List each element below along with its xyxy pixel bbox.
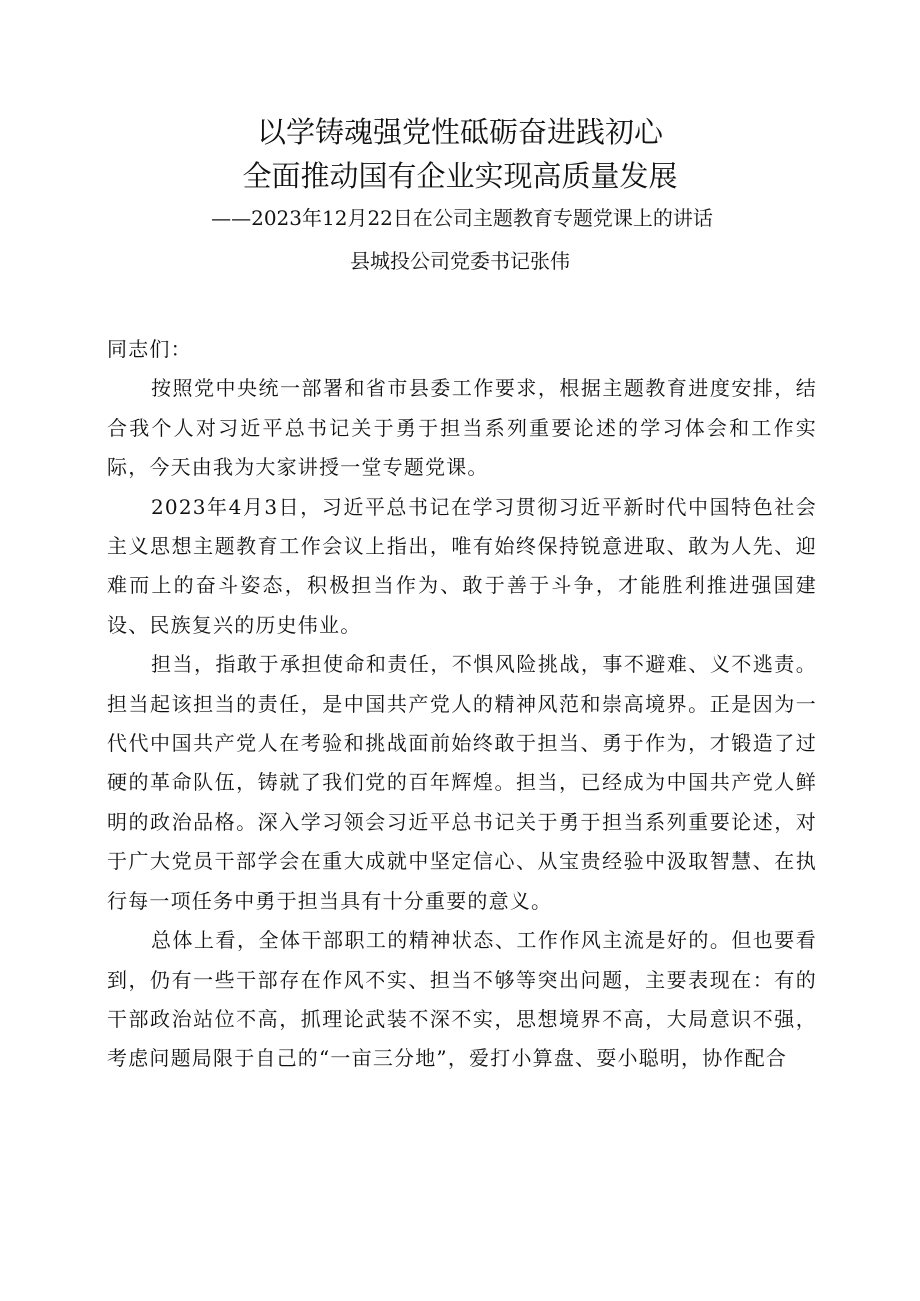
paragraph: 担当，指敢于承担使命和责任，不惧风险挑战，事不避难、义不逃责。担当起该担当的责任，是中国共产党人的精神风范和崇高境界。正是因为一代代中国共产党人在考验和挑战面前始终敢于担当、勇于作为，才锻造了过硬的革命队伍，铸就了我们党的百年辉煌。担当，已经成为中国共产党人鲜明的政治品格。深入学习领会习近平总书记关于勇于担当系列重要论述，对于广大党员干部学会在重大成就中坚定信心、从宝贵经验中汲取智慧、在执行每一项任务中勇于担当具有十分重要的意义。	[107, 652, 817, 913]
document-body	[107, 330, 817, 1079]
document-subtitle: ——2023年12月22日在公司主题教育专题党课上的讲话	[211, 206, 713, 230]
paragraph: 按照党中央统一部署和省市县委工作要求，根据主题教育进度安排，结合我个人对习近平总书记关于勇于担当系列重要论述的学习体会和工作实际，今天由我为大家讲授一堂专题党课。	[107, 376, 817, 480]
document-title-line-2: 全面推动国有企业实现高质量发展	[242, 159, 678, 193]
salutation: 同志们：	[107, 337, 192, 361]
paragraph: 2023年4月3日，习近平总书记在学习贯彻习近平新时代中国特色社会主义思想主题教育工作会议上指出，唯有始终保持锐意进取、敢为人先、迎难而上的奋斗姿态，积极担当作为、敢于善于斗争，才能胜利推进强国建设、民族复兴的历史伟业。	[107, 494, 817, 637]
document-author: 县城投公司党委书记张伟	[350, 249, 570, 273]
paragraph: 总体上看，全体干部职工的精神状态、工作作风主流是好的。但也要看到，仍有一些干部存在作风不实、担当不够等突出问题，主要表现在：有的干部政治站位不高，抓理论武装不深不实，思想境界不高，大局意识不强，考虑问题局限于自己的“一亩三分地”，爱打小算盘、耍小聪明，协作配合	[107, 928, 817, 1071]
document-title-line-1: 以学铸魂强党性砥砺奋进践初心	[256, 115, 663, 149]
